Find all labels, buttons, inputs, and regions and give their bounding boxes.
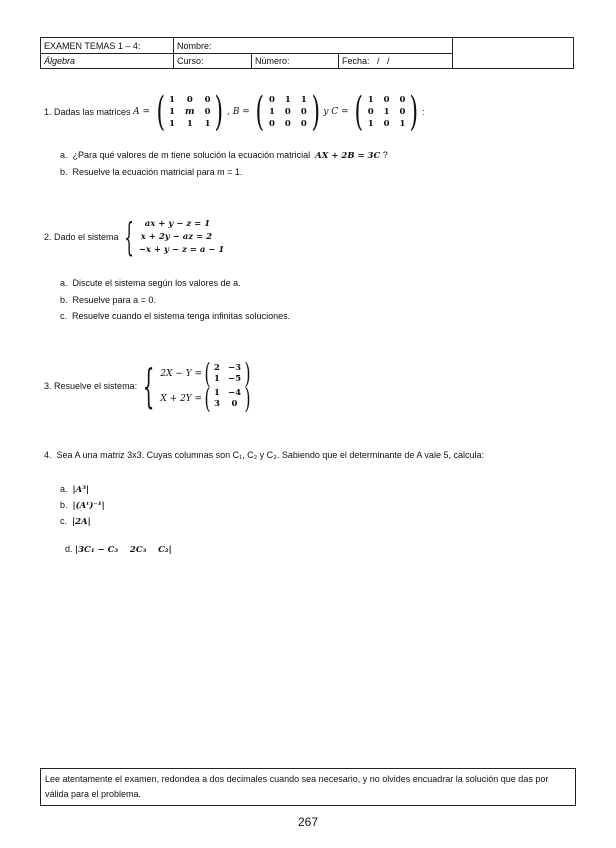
part-text: ? xyxy=(382,150,388,160)
q1-intro: Dadas las matrices xyxy=(54,107,131,117)
q1-number: 1. xyxy=(44,107,52,117)
matrix-cell: 1 xyxy=(383,106,390,117)
part-text: Resuelve cuando el sistema tenga infinitas soluciones. xyxy=(72,311,291,321)
date-field-label: Fecha: / / xyxy=(342,56,390,66)
matrix-cell: 1 xyxy=(169,94,176,105)
part-text: ¿Para qué valores de m tiene solución la ecuación matricial xyxy=(72,150,311,160)
q3-matrix-1: ( 2 −3 1 −5 ) xyxy=(204,356,251,390)
part-label: b. xyxy=(60,500,68,510)
part-text: Discute el sistema según los valores de a. xyxy=(72,278,241,288)
q1-end: : xyxy=(422,107,425,117)
matrix-cell: 2 xyxy=(214,363,220,373)
q1-part-a xyxy=(60,149,388,162)
q4-part-a xyxy=(60,483,89,496)
matrix-cell: 0 xyxy=(268,94,275,105)
matrix-cell: m xyxy=(185,106,195,117)
system-equation: 2X − Y = xyxy=(160,368,203,379)
part-label: a. xyxy=(60,484,68,494)
system-equation: x + 2y − az = 2 xyxy=(140,231,213,242)
matrix-cell: 1 xyxy=(204,118,211,129)
matrix-cell: 0 xyxy=(300,118,307,129)
matrix-cell: 0 xyxy=(231,399,238,409)
matrix-cell: 1 xyxy=(214,388,220,398)
q2-part-b xyxy=(60,294,156,306)
matrix-cell: 1 xyxy=(399,118,406,129)
exam-subject: Álgebra xyxy=(44,56,76,66)
matrix-cell: 1 xyxy=(367,94,374,105)
matrix-cell: −5 xyxy=(227,374,242,384)
q1-matrix-b-label: , B = xyxy=(227,107,250,117)
part-equation: AX + 2B = 3C xyxy=(315,151,381,161)
q3-matrix-2: ( 1 −4 3 0 ) xyxy=(204,381,251,415)
question-4 xyxy=(44,449,484,461)
q2-part-a xyxy=(60,277,241,289)
matrix-cell: 0 xyxy=(399,106,406,117)
part-text: Resuelve la ecuación matricial para m = 1. xyxy=(72,167,243,177)
matrix-cell: 1 xyxy=(367,118,374,129)
matrix-cell: 0 xyxy=(268,118,275,129)
matrix-cell: 0 xyxy=(383,94,390,105)
part-text: Resuelve para a = 0. xyxy=(72,295,156,305)
q2-number: 2. xyxy=(44,232,52,242)
question-1 xyxy=(44,89,425,135)
matrix-cell: 1 xyxy=(186,118,193,129)
matrix-cell: −4 xyxy=(227,388,242,398)
matrix-cell: 0 xyxy=(284,106,291,117)
question-2: 2. Dado el sistema { ax + y − z = 1 x + 2y − az = 2 −x + y − z = a − 1 xyxy=(44,215,225,259)
matrix-cell: 0 xyxy=(284,118,291,129)
q4-number: 4. xyxy=(44,450,52,460)
matrix-cell: 1 xyxy=(214,374,220,384)
name-field-label: Nombre: xyxy=(177,41,212,51)
exam-header-table xyxy=(40,37,574,69)
part-expression: |A³| xyxy=(72,485,90,495)
matrix-cell: 0 xyxy=(367,106,374,117)
q3-system xyxy=(160,356,253,415)
part-label: a. xyxy=(60,278,68,288)
q1-matrix-c-label: y C = xyxy=(323,107,349,117)
course-field-label: Curso: xyxy=(177,56,204,66)
q2-part-c xyxy=(60,310,290,322)
q4-part-c xyxy=(60,515,91,528)
system-equation: ax + y − z = 1 xyxy=(144,218,211,229)
matrix-cell: −3 xyxy=(227,363,242,373)
q1-matrix-b: ( 0 1 1 1 0 0 0 0 0 ) xyxy=(255,89,320,135)
part-label: c. xyxy=(60,516,68,526)
matrix-cell: 1 xyxy=(300,94,307,105)
matrix-cell: 0 xyxy=(186,94,193,105)
matrix-cell: 3 xyxy=(214,399,220,409)
part-expression: |2A| xyxy=(72,517,91,527)
q3-number: 3. xyxy=(44,381,52,391)
q3-intro: Resuelve el sistema: xyxy=(54,381,138,391)
matrix-cell: 0 xyxy=(383,118,390,129)
q2-intro: Dado el sistema xyxy=(54,232,119,242)
exam-instructions-box xyxy=(40,768,576,806)
q1-matrix-c: ( 1 0 0 0 1 0 1 0 1 ) xyxy=(354,89,419,135)
part-expression: |(Aᵗ)⁻¹| xyxy=(72,501,105,511)
question-3: 3. Resuelve el sistema: { 2X − Y = ( 2 −3 1 −5 ) X + 2Y = ( 1 −4 3 0 ) xyxy=(44,361,253,411)
matrix-cell: 0 xyxy=(399,94,406,105)
exam-title: EXAMEN TEMAS 1 – 4: xyxy=(44,41,141,51)
page-number: 267 xyxy=(297,815,319,829)
part-label: d. xyxy=(65,544,73,554)
header-divider xyxy=(452,38,453,68)
matrix-cell: 0 xyxy=(300,106,307,117)
matrix-cell: 0 xyxy=(204,94,211,105)
system-equation: −x + y − z = a − 1 xyxy=(138,244,225,255)
part-label: c. xyxy=(60,311,68,321)
q4-part-d xyxy=(60,531,172,556)
q1-matrix-a: ( 1 0 0 1 m 0 1 1 1 ) xyxy=(156,89,224,135)
part-label: b. xyxy=(60,167,68,177)
number-field-label: Número: xyxy=(255,56,290,66)
matrix-cell: 0 xyxy=(204,106,211,117)
q2-system xyxy=(139,218,225,257)
q1-matrix-a-label: A = xyxy=(133,107,150,117)
part-expression: |3C₁ − C₃ 2C₃ C₂| xyxy=(75,545,172,555)
matrix-cell: 1 xyxy=(169,106,176,117)
matrix-cell: 1 xyxy=(268,106,275,117)
q4-intro: Sea A una matriz 3x3. Cuyas columnas son C₁, C₂ y C₃. Sabiendo que el determinante de A vale 5, calcula: xyxy=(56,450,484,460)
system-equation: X + 2Y = xyxy=(160,393,203,404)
part-label: a. xyxy=(60,150,68,160)
matrix-cell: 1 xyxy=(284,94,291,105)
q1-part-b xyxy=(60,166,242,178)
q3-equation-2 xyxy=(160,381,253,415)
exam-instructions: Lee atentamente el examen, redondea a dos decimales cuando sea necesario, y no olvides encuadrar la solución que das por válida para el problema. xyxy=(45,774,549,799)
matrix-cell: 1 xyxy=(169,118,176,129)
part-label: b. xyxy=(60,295,68,305)
q4-part-b xyxy=(60,499,105,512)
